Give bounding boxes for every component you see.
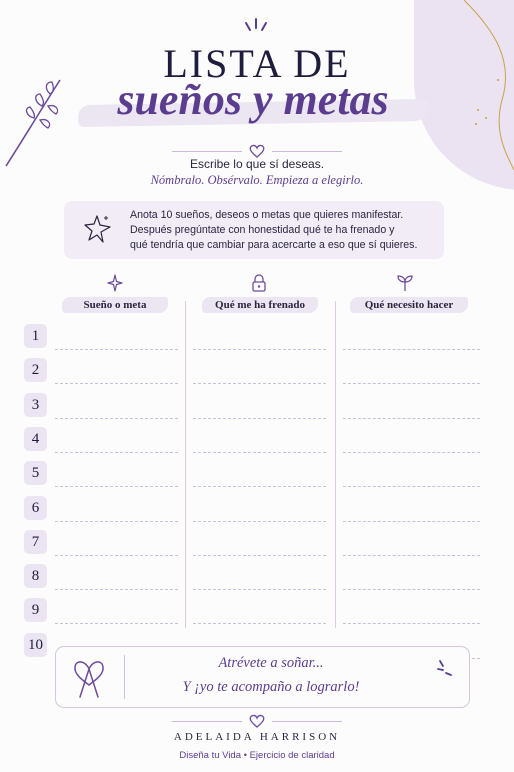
writing-line[interactable] <box>193 349 326 350</box>
column-header-action: Qué necesito hacer <box>350 295 468 315</box>
writing-line[interactable] <box>193 555 326 556</box>
writing-line[interactable] <box>55 452 178 453</box>
author-name: ADELAIDA HARRISON <box>173 731 341 743</box>
writing-line[interactable] <box>193 452 326 453</box>
writing-line[interactable] <box>55 349 178 350</box>
instructions-line-2: Después pregúntate con honestidad qué te ha frenado y <box>130 224 395 236</box>
writing-line[interactable] <box>55 555 178 556</box>
writing-line[interactable] <box>343 521 480 522</box>
sparkle-icon <box>107 274 123 292</box>
writing-line[interactable] <box>55 418 178 419</box>
writing-line[interactable] <box>343 418 480 419</box>
writing-line[interactable] <box>343 555 480 556</box>
instructions-line-1: Anota 10 sueños, deseos o metas que quieres manifestar. <box>130 209 404 221</box>
writing-line[interactable] <box>193 418 326 419</box>
writing-line[interactable] <box>343 486 480 487</box>
writing-line[interactable] <box>193 521 326 522</box>
row-number: 2 <box>24 358 47 382</box>
writing-line[interactable] <box>55 521 178 522</box>
row-number: 10 <box>24 633 47 657</box>
column-header-blocker: Qué me ha frenado <box>202 295 318 315</box>
writing-line[interactable] <box>343 349 480 350</box>
title-line-2: sueños y metas <box>117 75 389 124</box>
row-number: 9 <box>24 598 47 622</box>
row-number: 8 <box>24 564 47 588</box>
title-line-2-wrap <box>78 72 428 130</box>
heart-icon <box>249 144 265 158</box>
writing-line[interactable] <box>55 486 178 487</box>
writing-line[interactable] <box>343 589 480 590</box>
row-number: 5 <box>24 461 47 485</box>
writing-line[interactable] <box>193 486 326 487</box>
writing-line[interactable] <box>343 452 480 453</box>
row-number: 3 <box>24 393 47 417</box>
writing-line[interactable] <box>193 623 326 624</box>
column-divider <box>335 301 336 628</box>
quote-line-1: Atrévete a soñar... <box>218 655 324 671</box>
intro-line-2: Nómbralo. Obsérvalo. Empieza a elegirlo. <box>150 173 364 187</box>
writing-line[interactable] <box>55 383 178 384</box>
title-line-1: LISTA DE <box>163 41 351 86</box>
lock-icon <box>251 274 267 292</box>
star-icon <box>84 214 112 244</box>
row-number: 7 <box>24 530 47 554</box>
instructions-line-3: qué tendría que cambiar para acercarte a eso que sí quieres. <box>130 239 418 251</box>
sparkle-rays-icon <box>437 659 455 677</box>
writing-line[interactable] <box>193 383 326 384</box>
writing-line[interactable] <box>193 589 326 590</box>
quote-line-2: Y ¡yo te acompaño a lograrlo! <box>182 679 360 695</box>
writing-line[interactable] <box>55 589 178 590</box>
row-number: 1 <box>24 324 47 348</box>
footer-heart-divider <box>172 713 342 729</box>
column-divider <box>185 301 186 628</box>
writing-line[interactable] <box>343 623 480 624</box>
writing-line[interactable] <box>343 383 480 384</box>
heart-icon <box>249 714 265 728</box>
row-number: 6 <box>24 496 47 520</box>
row-number: 4 <box>24 427 47 451</box>
footer-subtitle: Diseña tu Vida • Ejercicio de claridad <box>179 750 335 761</box>
instructions-box <box>64 201 444 259</box>
column-header-dream: Sueño o meta <box>62 295 168 315</box>
sparkle-rays-icon <box>241 18 271 34</box>
decorative-curve <box>454 0 514 180</box>
intro-line-1: Escribe lo que sí deseas. <box>189 157 325 171</box>
writing-line[interactable] <box>55 623 178 624</box>
sprout-icon <box>397 274 413 292</box>
quote-box <box>55 646 470 708</box>
heart-ribbon-icon <box>72 655 106 699</box>
